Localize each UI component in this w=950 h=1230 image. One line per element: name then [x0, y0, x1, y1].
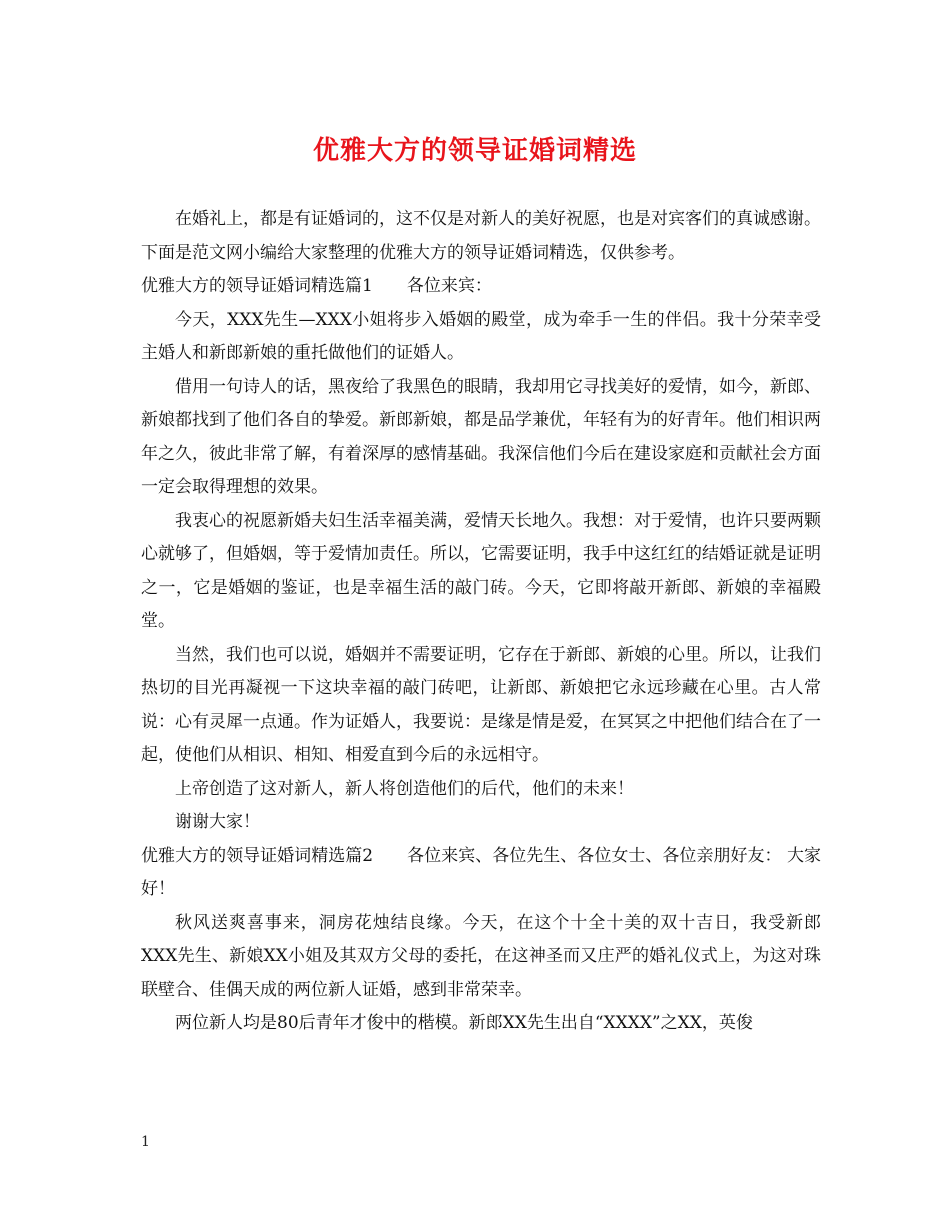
section-heading-2: [141, 840, 821, 907]
paragraph: 我衷心的祝愿新婚夫妇生活幸福美满，爱情天长地久。我想：对于爱情，也许只要两颗心就够了，但婚姻，等于爱情加责任。所以，它需要证明，我手中这红红的结婚证就是证明之一，它是婚姻的鉴证，也是幸福生活的敲门砖。今天，它即将敲开新郎、新娘的幸福殿堂。: [141, 510, 821, 631]
paragraph: 上帝创造了这对新人，新人将创造他们的后代，他们的未来！: [175, 778, 634, 799]
paragraph: 秋风送爽喜事来，洞房花烛结良缘。今天，在这个十全十美的双十吉日，我受新郎XXX先生、新娘XX小姐及其双方父母的委托，在这神圣而又庄严的婚礼仪式上，为这对珠联壁合、佳偶天成的两位新人证婚，感到非常荣幸。: [141, 912, 821, 1000]
section-heading-1: [141, 270, 821, 304]
paragraph-intro: 在婚礼上，都是有证婚词的，这不仅是对新人的美好祝愿，也是对宾客们的真诚感谢。下面是范文网小编给大家整理的优雅大方的领导证婚词精选，仅供参考。: [141, 209, 821, 263]
paragraph: 借用一句诗人的话，黑夜给了我黑色的眼睛，我却用它寻找美好的爱情，如今，新郎、新娘都找到了他们各自的挚爱。新郎新娘，都是品学兼优，年轻有为的好青年。他们相识两年之久，彼此非常了解，有着深厚的感情基础。我深信他们今后在建设家庭和贡献社会方面一定会取得理想的效果。: [141, 376, 821, 497]
page-number: 1: [141, 1134, 150, 1150]
paragraph: 今天，XXX先生—XXX小姐将步入婚姻的殿堂，成为牵手一生的伴侣。我十分荣幸受主婚人和新郎新娘的重托做他们的证婚人。: [141, 309, 821, 363]
salutation-1: 各位来宾：: [406, 276, 492, 296]
paragraph: 当然，我们也可以说，婚姻并不需要证明，它存在于新郎、新娘的心里。所以，让我们热切的目光再凝视一下这块幸福的敲门砖吧，让新郎、新娘把它永远珍藏在心里。古人常说：心有灵犀一点通。作为证婚人，我要说：是缘是情是爱，在冥冥之中把他们结合在了一起，使他们从相识、相知、相爱直到今后的永远相守。: [141, 644, 821, 765]
document-body: [141, 203, 821, 1041]
section-title-1: 优雅大方的领导证婚词精选篇1: [141, 276, 373, 296]
salutation-2: 各位来宾、各位先生、各位女士、各位亲朋好友： 大家好！: [141, 845, 821, 899]
paragraph: 谢谢大家！: [175, 812, 260, 832]
document-title: 优雅大方的领导证婚词精选: [312, 136, 637, 166]
paragraph: 两位新人均是80后青年才俊中的楷模。新郎XX先生出自“XXXX”之XX，英俊: [175, 1013, 753, 1033]
section-title-2: 优雅大方的领导证婚词精选篇2: [141, 845, 374, 866]
